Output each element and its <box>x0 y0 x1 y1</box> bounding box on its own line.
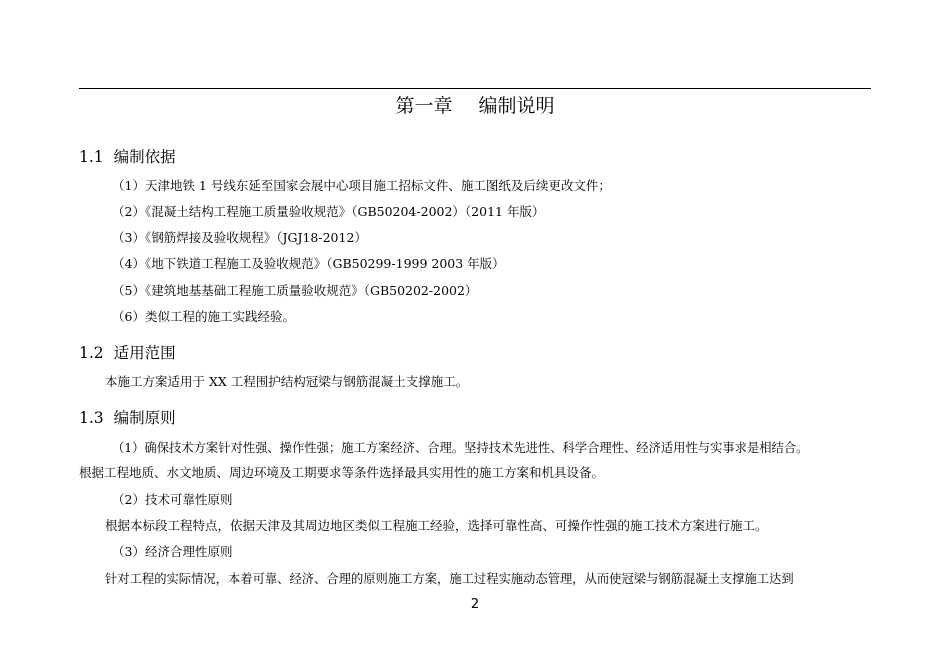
principle-3-text: 针对工程的实际情况，本着可靠、经济、合理的原则施工方案，施工过程实施动态管理，从而使冠梁与钢筋混凝土支撑施工达到 <box>105 572 794 586</box>
section-number: 1.2 <box>79 344 104 362</box>
section-heading-1-2 <box>79 342 176 364</box>
principle-2-text: 根据本标段工程特点，依据天津及其周边地区类似工程施工经验，选择可靠性高、可操作性强的施工技术方案进行施工。 <box>105 518 768 533</box>
principle-3-title: （3）经济合理性原则 <box>112 544 233 559</box>
header-rule <box>79 88 871 89</box>
page-number: 2 <box>470 597 480 612</box>
basis-item: （4）《地下铁道工程施工及验收规范》（GB50299-1999 2003 年版） <box>112 256 505 271</box>
basis-item: （3）《钢筋焊接及验收规程》（JGJ18-2012） <box>112 230 367 245</box>
section-number: 1.1 <box>79 148 104 166</box>
basis-item: （5）《建筑地基基础工程施工质量验收规范》（GB50202-2002） <box>112 283 478 298</box>
chapter-number: 第一章 <box>395 95 453 117</box>
section-title: 编制依据 <box>113 148 176 166</box>
section-heading-1-1 <box>79 146 176 168</box>
chapter-title: 编制说明 <box>478 95 555 117</box>
section-title: 编制原则 <box>113 409 176 427</box>
section-heading-1-3 <box>79 407 176 429</box>
basis-item: （1）天津地铁 1 号线东延至国家会展中心项目施工招标文件、施工图纸及后续更改文件； <box>112 178 611 193</box>
principle-1-line: （1）确保技术方案针对性强、操作性强；施工方案经济、合理。坚持技术先进性、科学合理性、经济适用性与实事求是相结合。 <box>112 441 809 455</box>
scope-paragraph: 本施工方案适用于 XX 工程围护结构冠梁与钢筋混凝土支撑施工。 <box>105 374 469 389</box>
section-title: 适用范围 <box>113 344 176 362</box>
principle-1-continuation: 根据工程地质、水文地质、周边环境及工期要求等条件选择最具实用性的施工方案和机具设备。 <box>79 465 605 480</box>
basis-item: （6）类似工程的施工实践经验。 <box>112 309 295 324</box>
basis-item: （2）《混凝土结构工程施工质量验收规范》（GB50204-2002）（2011 年版） <box>112 204 545 219</box>
principle-2-title: （2）技术可靠性原则 <box>112 492 233 507</box>
section-number: 1.3 <box>79 409 104 427</box>
chapter-heading <box>0 92 950 120</box>
